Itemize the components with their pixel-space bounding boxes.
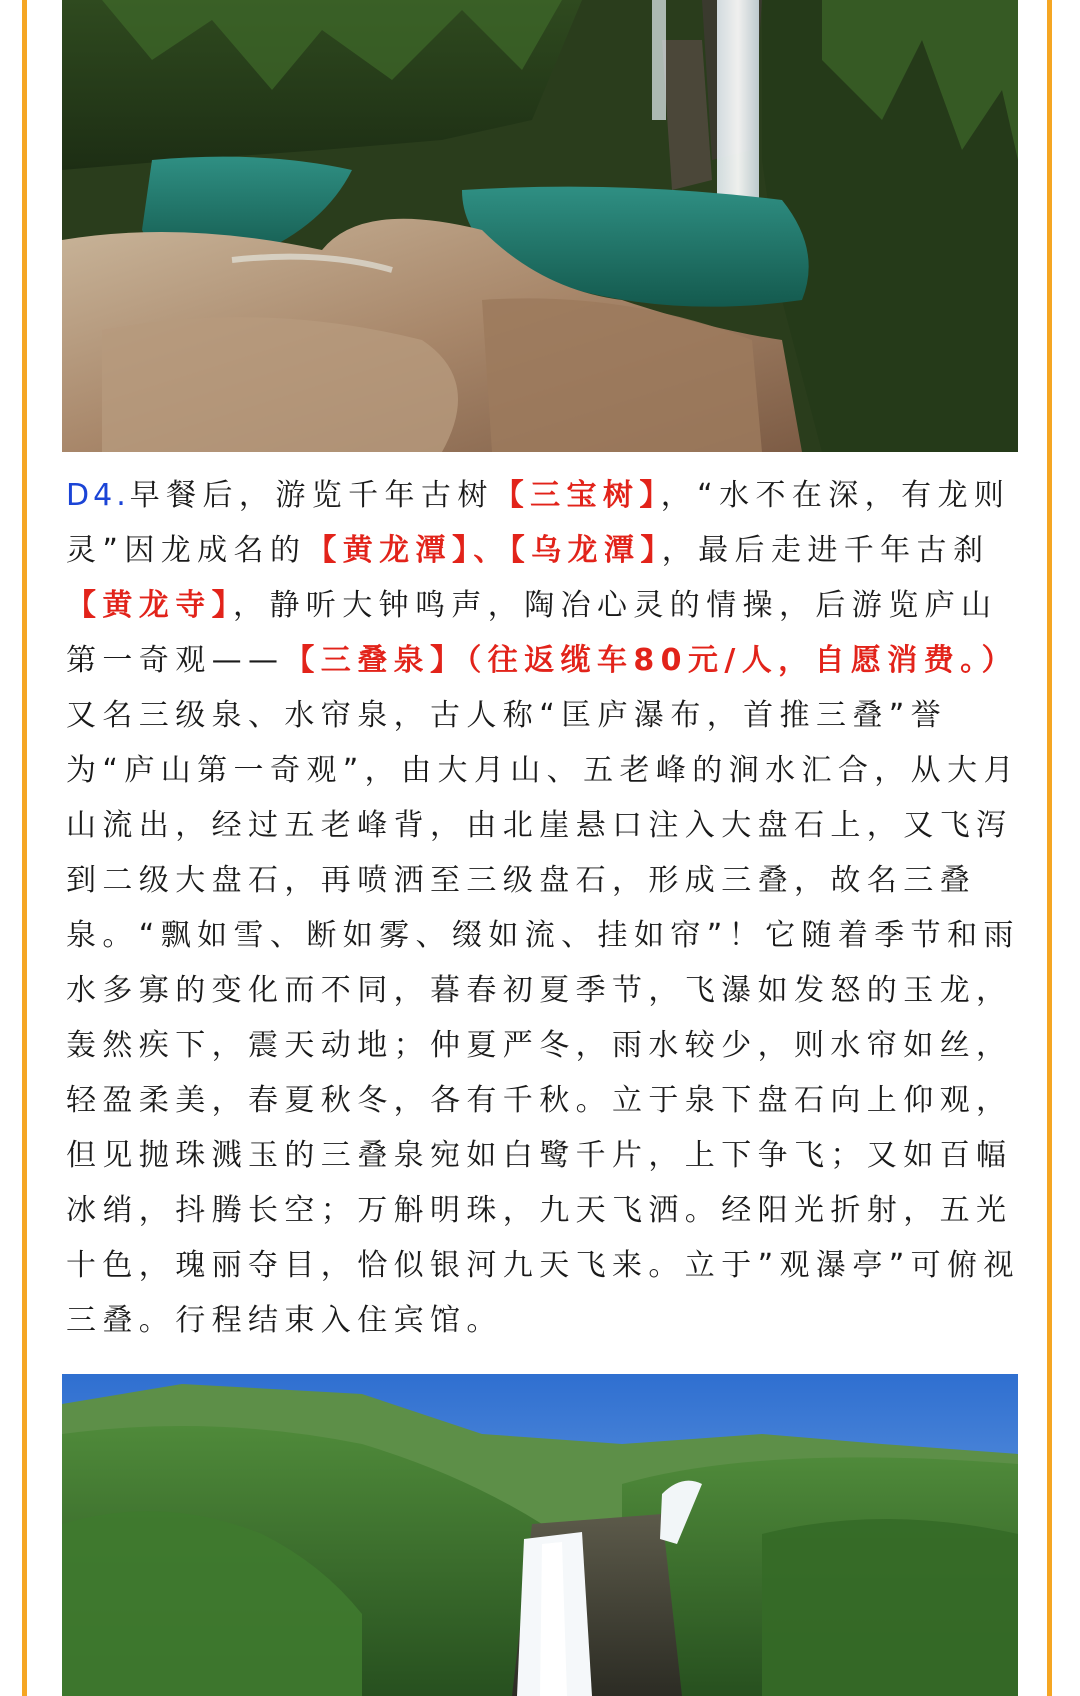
waterfall-pool-photo	[62, 0, 1018, 452]
itinerary-text-segment: ，最后走进千年古刹	[661, 533, 990, 568]
highlight-huanglongtan-wulongtan: 【黄龙潭】、【乌龙潭】	[306, 533, 662, 568]
itinerary-text-segment: ，“水不在深，有龙则灵”因龙成名的	[66, 478, 1011, 568]
itinerary-text-segment: 又名三级泉、水帘泉，古人称“匡庐瀑布，首推三叠”誉为“庐山第一奇观”，由大月山、五老峰的涧水汇合，从大月山流出，经过五老峰背，由北崖悬口注入大盘石上，又飞泻到二级大盘石，再喷洒至三级盘石，形成三叠，故名三叠泉。“飘如雪、断如雾、缀如流、挂如帘”！它随着季节和雨水多寡的变化而不同，暮春初夏季节，飞瀑如发怒的玉龙，轰然疾下，震天动地；仲夏严冬，雨水较少，则水帘如丝，轻盈柔美，春夏秋冬，各有千秋。立于泉下盘石向上仰观，但见抛珠溅玉的三叠泉宛如白鹭千片，上下争飞；又如百幅冰绡，抖腾长空；万斛明珠，九天飞洒。经阳光折射，五光十色，瑰丽夺目，恰似银河九天飞来。立于”观瀑亭”可俯视三叠。行程结束入住宾馆。	[66, 698, 1020, 1338]
highlight-sandiequan-cable-car: 【三叠泉】（往返缆车80元/人，自愿消费。）	[284, 643, 1018, 678]
itinerary-text-segment: 早餐后，游览千年古树	[129, 478, 494, 513]
highlight-huanglongsi: 【黄龙寺】	[66, 588, 233, 623]
itinerary-day4-text	[66, 468, 1026, 1348]
sandiequan-waterfall-photo	[62, 1374, 1018, 1696]
highlight-sanbaoshu: 【三宝树】	[493, 478, 661, 513]
day-label: D4.	[66, 478, 130, 513]
itinerary-text-segment: ，静听大钟鸣声，陶冶心灵的情操，后游览庐山第一奇观——	[66, 588, 998, 678]
